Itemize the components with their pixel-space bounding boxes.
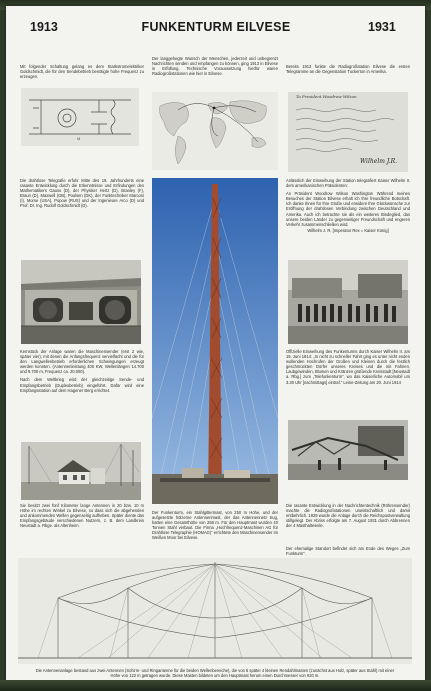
frame-bottom (0, 680, 431, 691)
letter-salutation: To President Woodrow Wilson (296, 94, 357, 99)
year-start: 1913 (30, 20, 58, 34)
letter-caption: Bereits 1913 funkte die Radiogroßstation Eilvese die ersten Telegramme an die Gegenstation Tuckerton in Amerika. (286, 64, 410, 75)
station-caption: Sie besitzt zwei fünf Kilometer lange Antennen in 20 bzw. 10 m Höhe im rechten Winkel zu Eilvese, so dass sich die abgehenden und ankommenden Wellen gegenseitig aufheben. Später diente das Empfangsgebäude verschiedenen Nutzern, z. B. dem Landkreis Neustadt a. Rbge. als Altenheim. (20, 503, 144, 529)
svg-text:M: M (77, 136, 81, 141)
tower-caption: Der Funkenturm, ein Stahlgittermast, von 250 m Höhe, und der aufgesetzte hölzerne Antennenmast, der das Antennennetz trug, hatten eine Gesamthöhe von 258 m. Für den Hauptmast wurden 40 Tonnen Stahl verbaut. Die Firma „Hochfrequenz-Maschinen AG für Drahtlose Telegraphie (HOMAG)“ errichtete den Maschinensender im Weißen Moor bei Eilvese. (152, 510, 278, 541)
greeting-intro: Anlässlich der Einweihung der Station telegrafiert Kaiser Wilhelm II. dem amerikanischen Präsidenten: (286, 178, 410, 189)
antenna-caption: Die Antennenanlage bestand aus zwei Antennen (Schirm- und Ringantenne für die beiden Wellenbereiche), die von 6 später 4 kleinen Rendahlmasten (zunächst aus Holz, später aus Stahl) mit einer Höhe von 122 m getragen wurde. Diese Masten bildeten um den Hauptmast herum einen Durchmesser von 920 m. (35, 668, 395, 679)
demolition-caption: Die rasante Entwicklung in der Nachrichtentechnik (Röhrensender) machte die Radiogroßstationen unwirtschaftlich und damit entbehrlich. 1929 wurde die Anlage durch die Reichspostverwaltung stillgelegt. Der Abriss erfolgte am 7. August 1931 durch Abbrennen der 4 Masthalteseile. (286, 503, 410, 529)
year-end: 1931 (368, 20, 396, 34)
world-map-image (152, 92, 278, 170)
telegram-letter-image (288, 92, 408, 172)
greeting-body: An Präsident Woodrow Wilson Washington Während meines Besuches der Station Eilvese erhalt ich Ihre freundliche Botschaft. Ich danke Ihnen für Ihre Grüße und erwidere Ihre Glückwünsche zur Eröffnung der drahtlosen Verbindung zwischen Deutschland und Amerika. Auch ich betrachte sie als ein weiteres Bindeglied, das unsere beiden Länder zu gegenseitiger Freundschaft und engeren Verkehr zusammenschließen wird. (286, 191, 410, 227)
panel-title: FUNKENTURM EILVESE (141, 20, 291, 34)
machine-caption (20, 349, 144, 437)
greeting-telegram-text (286, 178, 410, 254)
letter-signature: Wilhelm J.R. (360, 158, 398, 165)
opening-caption: Offizielle Einweihung des Funkenturms durch Kaiser Wilhelm II. am 19. Juni 1914: „In nicht zu schneller Fahrt ging es unter nicht enden wollenden Hochrufen der Großen und Kleinen durch die festlich geschmückten Dörfer unseres Kreises und die mit Fahnen, Laubgewinden, Blumen und Kränzen grüßende Kreisstadt [Neustadt a. Rbg.] zum „Telefunkenturm“, wo das Kaiserliche Automobil um 3.30 Uhr [nachmittags] eintraf.“ Leine-Zeitung am 20. Juni 1914 (286, 349, 410, 385)
greeting-signature: Wilhelm J. R. [Imperator Rex = Kaiser König] (307, 227, 389, 233)
machine-caption-paragraph-2: Nach dem Weltkrieg wird der gleichzeitige Sende- und Empfangsbetrieb (Duplexbetrieb) eingeführt. Dafür wird eine Empfangsstation auf dem Hagener Berg errichtet. (20, 377, 144, 393)
history-text: Die drahtlose Telegrafie erfuhr Mitte des 19. Jahrhunderts eine rasante Entwicklung durch die Erkenntnisse und Erfindungen des Mathematikers Gauss (D), der Physiker Hertz (D), Branley (F), Braun (D), Maxwell (GB), Poulsen (DK), der Funktechniker Marconi (I), Morse (USA), Popow (RUS) und der Ingenieure Arco (D) und Prof. Dr. Ing. Rudolf Goldschmidt (D). (20, 178, 144, 209)
antenna-system-drawing (18, 558, 412, 664)
info-panel (6, 6, 425, 682)
opening-ceremony-photo (288, 260, 408, 344)
location-note: Der ehemalige Standort befindet sich am Ende des Weges „Zum Funkturm“. (286, 546, 410, 557)
machine-hall-photo (21, 260, 141, 344)
demolition-photo (288, 420, 408, 480)
map-caption: Der langgehegte Wunsch der Menschen, jederzeit und unbegrenzt Nachrichten senden und empfangen zu können, ging 1913 in Eilvese in Erfüllung. Technische Voraussetzung hierfür waren Radiogroßstationen wie hier in Eilvese. (152, 56, 278, 77)
circuit-caption: Mit folgender Schaltung gelang es dem Starkstromelektriker Goldschmidt, die für den Sendebetrieb benötigte hohe Frequenz zu erzeugen. (20, 64, 144, 80)
machine-caption-paragraph-1: Kernstück der Anlage waren die Maschinensender (erst 2 wie, später vier), mit denen die Anfangsfrequenz vervielfacht und die für den Langwellenbetrieb erforderlichen Schwingungen erzeugt werden konnten. (Antennenleistung 400 KW, Wellenlängen 14.700 und 9.700 m, Frequenz ca. 20.000). (20, 349, 144, 375)
receiving-station-photo (21, 442, 141, 500)
radio-tower-photo (152, 178, 278, 504)
circuit-diagram-image (21, 88, 139, 146)
